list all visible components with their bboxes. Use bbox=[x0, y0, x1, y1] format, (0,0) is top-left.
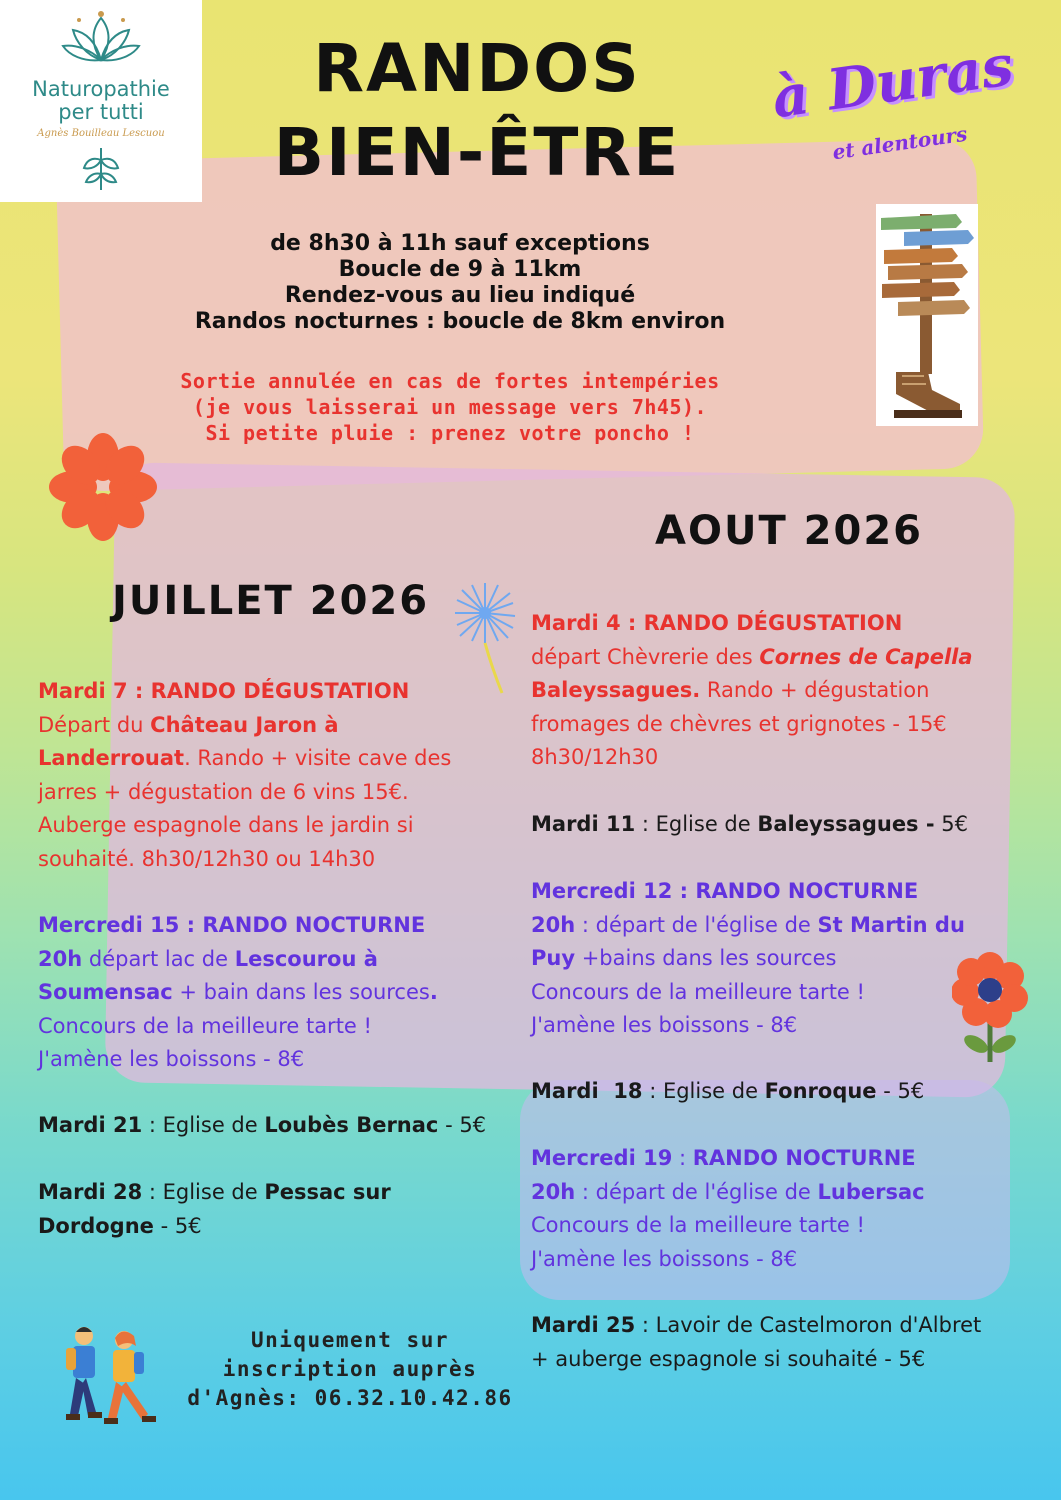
event-time: 20h bbox=[531, 912, 576, 937]
event-place: Lubersac bbox=[817, 1179, 925, 1204]
location-sub: et alentours bbox=[830, 121, 969, 165]
event-date: Mardi 11 bbox=[531, 812, 636, 836]
event-title: Mardi 4 : RANDO DÉGUSTATION bbox=[531, 611, 903, 635]
event-place: Soumensac bbox=[38, 980, 173, 1004]
july-event-4 bbox=[38, 1176, 508, 1243]
event-text: + bain dans les sources bbox=[172, 980, 430, 1004]
event-place: Fonroque bbox=[764, 1079, 877, 1103]
august-heading: AOUT 2026 bbox=[655, 508, 923, 554]
contact bbox=[180, 1326, 520, 1413]
event-text: . Rando + visite cave des bbox=[184, 746, 452, 770]
event-text: fromages de chèvres et grignotes - 15€ bbox=[531, 711, 947, 736]
event-date: Mardi 18 bbox=[531, 1079, 643, 1103]
event-text: Rando + dégustation bbox=[700, 678, 930, 702]
event-place: Landerrouat bbox=[38, 746, 185, 770]
lotus-bottom-icon bbox=[76, 146, 126, 192]
event-title: Mercredi 15 : RANDO NOCTURNE bbox=[38, 913, 426, 937]
warning-line-1: Sortie annulée en cas de fortes intempéries bbox=[180, 369, 720, 393]
info-hours: de 8h30 à 11h sauf exceptions bbox=[270, 231, 650, 256]
location-main: à Duras bbox=[768, 32, 1018, 132]
august-event-6 bbox=[531, 1309, 1046, 1376]
event-place: Pessac sur bbox=[264, 1180, 391, 1204]
event-place: Loubès Bernac bbox=[264, 1113, 439, 1137]
july-event-1 bbox=[38, 675, 508, 876]
event-place: Puy bbox=[531, 946, 576, 970]
event-text: 8h30/12h30 bbox=[531, 745, 659, 769]
event-text: : Eglise de bbox=[142, 1180, 265, 1204]
hikers-icon bbox=[56, 1322, 166, 1442]
august-event-5 bbox=[531, 1142, 1031, 1276]
event-title: Mardi 7 : RANDO DÉGUSTATION bbox=[38, 679, 410, 703]
august-event-2 bbox=[531, 808, 1031, 842]
warning-line-3: Si petite pluie : prenez votre poncho ! bbox=[205, 421, 695, 445]
event-text: départ lac de bbox=[82, 946, 235, 971]
event-text: départ Chèvrerie des bbox=[531, 644, 760, 669]
event-time: 20h bbox=[38, 946, 83, 971]
event-text: +bains dans les sources bbox=[575, 946, 837, 970]
flower-icon bbox=[48, 432, 158, 542]
july-event-2: Mercredi 15 : RANDO NOCTURNE 20h départ lac de Lescourou à Soumensac + bain dans les sources. Concours de la meilleure tarte ! J'amène les boissons - 8€ bbox=[38, 909, 508, 1077]
event-text: Concours de la meilleure tarte ! bbox=[38, 1013, 372, 1038]
event-text: : Lavoir de Castelmoron d'Albret bbox=[635, 1313, 982, 1337]
lotus-icon bbox=[61, 10, 141, 70]
event-text: : départ de l'église de bbox=[575, 1179, 818, 1204]
event-place: Lescourou à bbox=[234, 946, 378, 971]
event-date: Mardi 28 bbox=[38, 1180, 143, 1204]
red-flower-icon bbox=[952, 952, 1028, 1064]
event-place: Dordogne bbox=[38, 1213, 154, 1238]
event-price: - 5€ bbox=[438, 1113, 487, 1137]
event-text: Concours de la meilleure tarte ! bbox=[531, 1213, 865, 1237]
title-line-2: BIEN-ÊTRE bbox=[273, 114, 681, 191]
event-text: Auberge espagnole dans le jardin si bbox=[38, 813, 414, 837]
signpost-picture bbox=[876, 204, 978, 426]
event-text: jarres + dégustation de 6 vins 15€. bbox=[38, 779, 409, 804]
event-text: souhaité. 8h30/12h30 ou 14h30 bbox=[38, 846, 376, 871]
event-time: 20h bbox=[531, 1179, 576, 1204]
event-text: : départ de l'église de bbox=[575, 912, 818, 937]
event-text: + auberge espagnole si souhaité - 5€ bbox=[531, 1346, 926, 1371]
title-line-1: RANDOS bbox=[313, 30, 641, 107]
event-price: - 5€ bbox=[876, 1079, 925, 1103]
july-heading: JUILLET 2026 bbox=[112, 578, 430, 624]
event-text: J'amène les boissons - 8€ bbox=[38, 1047, 305, 1071]
event-place: Château Jaron à bbox=[150, 712, 339, 737]
july-event-3 bbox=[38, 1109, 508, 1143]
signpost-icon bbox=[876, 204, 978, 426]
contact-line-1: Uniquement sur bbox=[250, 1328, 449, 1352]
event-place: St Martin du bbox=[817, 912, 965, 937]
august-event-3 bbox=[531, 875, 1001, 1043]
august-event-1 bbox=[531, 607, 1031, 775]
event-text: : Eglise de bbox=[635, 812, 758, 836]
info-loop: Boucle de 9 à 11km bbox=[338, 257, 582, 282]
event-place: Cornes de Capella bbox=[759, 644, 973, 669]
logo bbox=[0, 0, 202, 202]
event-date: Mercredi 19 bbox=[531, 1146, 673, 1170]
contact-line-2: inscription auprès bbox=[222, 1357, 478, 1381]
event-price: 5€ bbox=[934, 812, 968, 836]
event-date: Mardi 21 bbox=[38, 1113, 143, 1137]
event-text: : Eglise de bbox=[142, 1113, 265, 1137]
event-text: J'amène les boissons - 8€ bbox=[531, 1013, 798, 1037]
logo-line-2: per tutti bbox=[58, 100, 144, 124]
event-text: : Eglise de bbox=[642, 1079, 765, 1103]
event-title: RANDO NOCTURNE bbox=[692, 1146, 916, 1170]
event-title: Mercredi 12 : RANDO NOCTURNE bbox=[531, 879, 919, 903]
event-date: Mardi 25 bbox=[531, 1313, 636, 1337]
event-place: Baleyssagues. bbox=[531, 678, 701, 702]
logo-line-1: Naturopathie bbox=[32, 77, 170, 101]
event-price: - 5€ bbox=[153, 1213, 202, 1238]
contact-phone[interactable]: d'Agnès: 06.32.10.42.86 bbox=[187, 1386, 513, 1410]
warning-line-2: (je vous laisserai un message vers 7h45). bbox=[192, 395, 708, 419]
august-event-4 bbox=[531, 1075, 1031, 1109]
info-meeting: Rendez-vous au lieu indiqué bbox=[284, 283, 636, 308]
event-text: Concours de la meilleure tarte ! bbox=[531, 979, 865, 1004]
info-night: Randos nocturnes : boucle de 8km environ bbox=[194, 309, 726, 334]
event-place: Baleyssagues - bbox=[757, 812, 935, 836]
logo-signature: Agnès Bouilleau Lescuou bbox=[37, 128, 165, 139]
event-text: : bbox=[672, 1146, 693, 1170]
event-text: Départ du bbox=[38, 712, 151, 737]
event-text: J'amène les boissons - 8€ bbox=[531, 1246, 798, 1271]
